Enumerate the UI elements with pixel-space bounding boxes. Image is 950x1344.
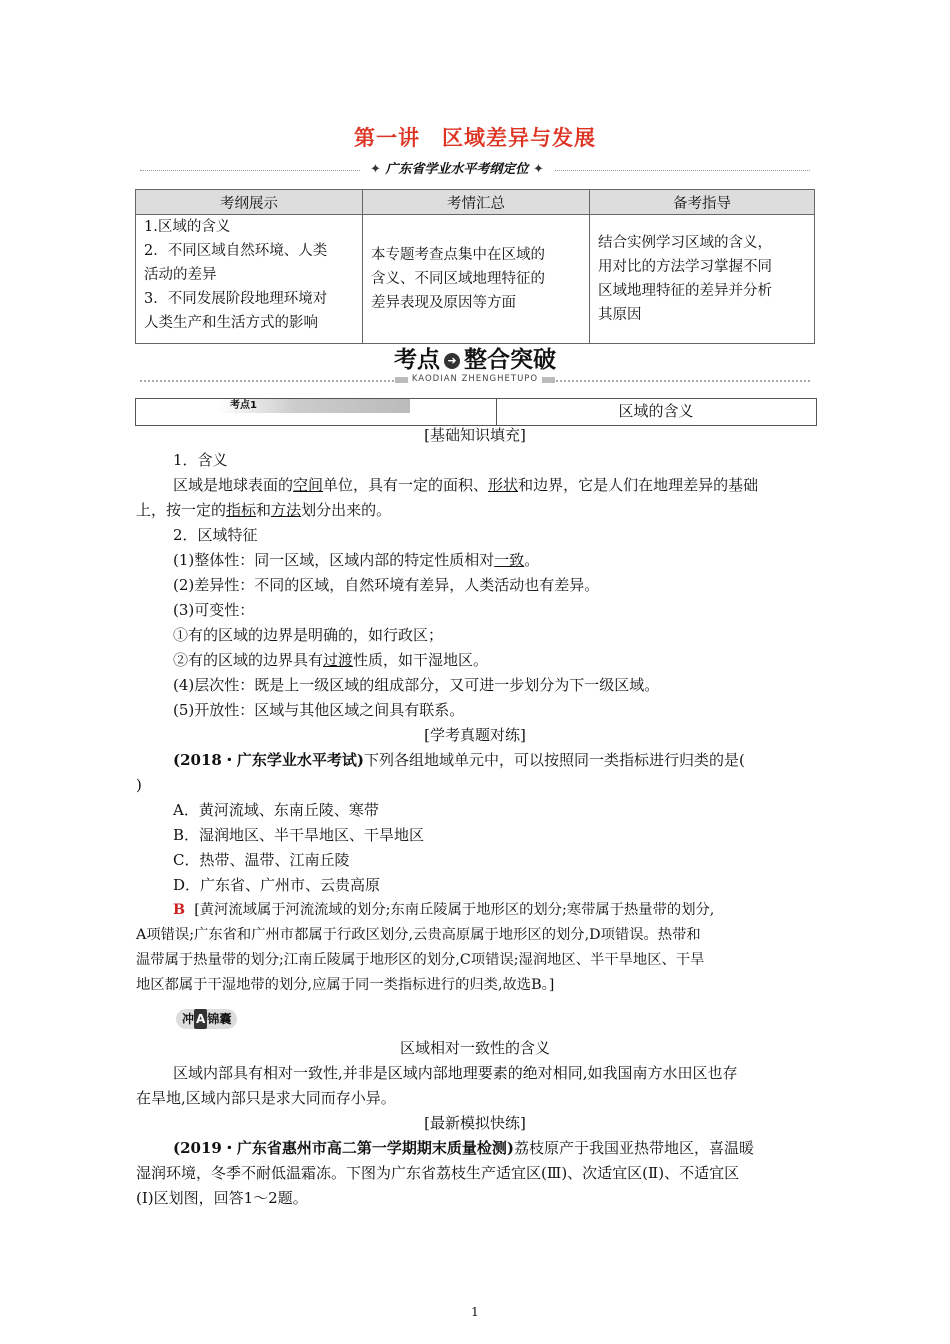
feature-4: (4)层次性：既是上一级区域的组成部分，又可进一步划分为下一级区域。 xyxy=(173,676,660,694)
text: 和 xyxy=(256,501,272,519)
tip-badge xyxy=(176,1009,237,1029)
header-exam-summary: 考情汇总 xyxy=(363,190,590,215)
question-stem-close: ) xyxy=(136,776,142,794)
star-icon: ✦ xyxy=(370,162,386,177)
syllabus-line: 1.区域的含义 xyxy=(144,219,231,235)
option-d: D．广东省、广州市、云贵高原 xyxy=(173,876,381,894)
feature-3: (3)可变性： xyxy=(173,601,255,619)
mock-text: 荔枝原产于我国亚热带地区，喜温暖 xyxy=(513,1139,754,1157)
feature-1 xyxy=(173,549,539,571)
answer-line-4: 地区都属于干湿地带的划分,应属于同一类指标进行的归类,故选B。] xyxy=(136,977,555,993)
text: 划分出来的。 xyxy=(301,501,392,519)
feature-3a: ①有的区域的边界是明确的，如行政区； xyxy=(173,626,444,644)
feature-3b xyxy=(173,649,488,671)
text: 上，按一定的 xyxy=(136,501,227,519)
text: 区域是地球表面的 xyxy=(173,476,294,494)
tip-title: 区域相对一致性的含义 xyxy=(399,1039,550,1057)
option-a: A．黄河流域、东南丘陵、寒带 xyxy=(173,801,379,819)
definition-line-2 xyxy=(136,499,391,521)
section-heading-right: 整合突破 xyxy=(464,347,556,373)
guide-line: 结合实例学习区域的含义， xyxy=(598,235,772,251)
blank-answer: 形状 xyxy=(488,476,519,494)
blank-answer: 空间 xyxy=(293,476,324,494)
blank-answer: 方法 xyxy=(271,501,302,519)
arrow-right-icon: ➜ xyxy=(444,353,460,369)
option-c: C．热带、温带、江南丘陵 xyxy=(173,851,350,869)
syllabus-line: 3．不同发展阶段地理环境对 xyxy=(144,291,328,307)
definition-line-1 xyxy=(173,474,758,496)
badge-text: 锦囊 xyxy=(207,1012,232,1026)
answer-line-2: A项错误;广东省和广州市都属于行政区划分,云贵高原属于地形区的划分,D项错误。热带和 xyxy=(136,927,701,943)
answer-line-1 xyxy=(173,899,714,921)
header-syllabus: 考纲展示 xyxy=(136,190,363,215)
mock-practice-title: [最新模拟快练] xyxy=(424,1114,526,1132)
item-definition: 1．含义 xyxy=(173,451,228,469)
section-heading-left: 考点 xyxy=(394,347,440,373)
section-heading xyxy=(0,341,950,374)
exam-practice-title: [学考真题对练] xyxy=(424,726,526,744)
explanation-text: [黄河流域属于河流流域的划分;东南丘陵属于地形区的划分;寒带属于热量带的划分, xyxy=(194,902,715,918)
page-number: 1 xyxy=(471,1305,479,1319)
blank-answer: 过渡 xyxy=(323,651,354,669)
header-study-guide: 备考指导 xyxy=(590,190,815,215)
text: 性质，如干湿地区。 xyxy=(353,651,489,669)
text: 单位，具有一定的面积、 xyxy=(323,476,489,494)
section-pinyin xyxy=(0,374,950,384)
syllabus-banner xyxy=(360,159,554,181)
syllabus-cell xyxy=(136,215,363,344)
exam-summary-cell xyxy=(363,215,590,344)
tip-line-1: 区域内部具有相对一致性,并非是区域内部地理要素的绝对相同,如我国南方水田区也存 xyxy=(173,1064,738,1082)
blank-answer: 指标 xyxy=(226,501,257,519)
mock-line-1 xyxy=(173,1137,754,1159)
summary-line: 含义、不同区域地理特征的 xyxy=(371,271,545,287)
question-stem xyxy=(173,749,745,771)
feature-2: (2)差异性：不同的区域，自然环境有差异，人类活动也有差异。 xyxy=(173,576,600,594)
guide-line: 用对比的方法学习掌握不同 xyxy=(598,259,772,275)
mock-line-3: (Ⅰ)区划图，回答1～2题。 xyxy=(136,1189,308,1207)
feature-5: (5)开放性：区域与其他区域之间具有联系。 xyxy=(173,701,465,719)
page-title: 第一讲 区域差异与发展 xyxy=(354,126,596,150)
study-guide-cell xyxy=(590,215,815,344)
kaodian-tag: 考点1 xyxy=(218,399,410,413)
mock-source: (2019・广东省惠州市高二第一学期期末质量检测) xyxy=(173,1139,514,1157)
guide-line: 其原因 xyxy=(598,307,642,323)
summary-line: 差异表现及原因等方面 xyxy=(371,295,516,311)
basic-knowledge-title: [基础知识填充] xyxy=(424,426,526,444)
text: 。 xyxy=(524,551,540,569)
summary-line: 本专题考查点集中在区域的 xyxy=(371,247,545,263)
star-icon: ✦ xyxy=(528,162,544,177)
kaodian-name: 区域的含义 xyxy=(618,402,694,420)
text: 和边界，它是人们在地理差异的基础 xyxy=(518,476,759,494)
syllabus-line: 2．不同区域自然环境、人类 xyxy=(144,243,328,259)
syllabus-table xyxy=(135,189,815,344)
answer-line-3: 温带属于热量带的划分;江南丘陵属于地形区的划分,C项错误;湿润地区、半干旱地区、干旱 xyxy=(136,952,705,968)
pinyin-text: KAODIAN ZHENGHETUPO xyxy=(408,374,542,384)
text: (1)整体性：同一区域，区域内部的特定性质相对 xyxy=(173,551,495,569)
item-features: 2．区域特征 xyxy=(173,526,258,544)
question-source: (2018・广东学业水平考试) xyxy=(173,751,364,769)
text: ②有的区域的边界具有 xyxy=(173,651,324,669)
option-b: B．湿润地区、半干旱地区、干旱地区 xyxy=(173,826,425,844)
guide-line: 区域地理特征的差异并分析 xyxy=(598,283,772,299)
mock-line-2: 湿润环境，冬季不耐低温霜冻。下图为广东省荔枝生产适宜区(Ⅲ)、次适宜区(Ⅱ)、不适宜区 xyxy=(136,1164,740,1182)
badge-letter: A xyxy=(194,1009,207,1029)
tip-line-2: 在旱地,区域内部只是求大同而存小异。 xyxy=(136,1089,396,1107)
badge-text: 冲 xyxy=(182,1012,195,1026)
syllabus-line: 活动的差异 xyxy=(144,267,217,283)
question-text: 下列各组地域单元中，可以按照同一类指标进行归类的是( xyxy=(363,751,745,769)
banner-text: 广东省学业水平考纲定位 xyxy=(385,162,529,177)
answer-letter: B xyxy=(173,902,186,918)
syllabus-line: 人类生产和生活方式的影响 xyxy=(144,315,318,331)
blank-answer: 一致 xyxy=(494,551,525,569)
